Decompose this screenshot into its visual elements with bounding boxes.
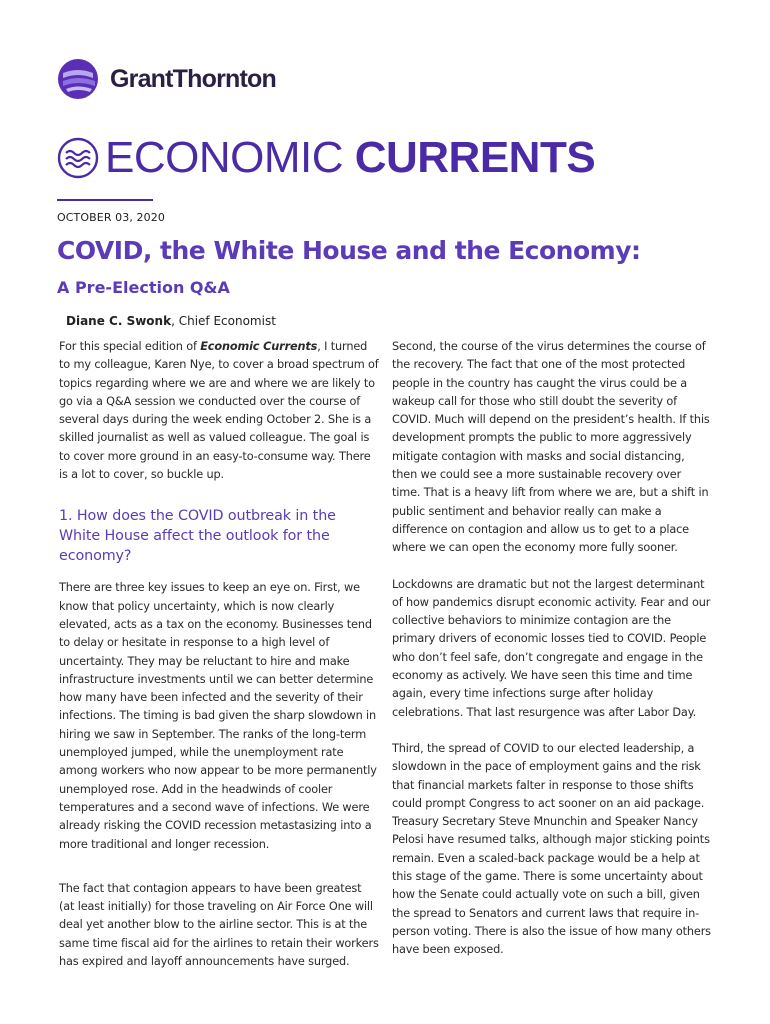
- wave-icon: [57, 137, 99, 179]
- author-role: , Chief Economist: [171, 314, 276, 328]
- left-column: [59, 338, 379, 971]
- article-title: COVID, the White House and the Economy:: [57, 236, 641, 265]
- answer-paragraph-4: Lockdowns are dramatic but not the largest determinant of how pandemics disrupt economic activity. Fear and our collective behaviors to minimize contagion are the primary drivers of economic losses tied to COVID. People who don’t feel safe, don’t congregate and engage in the economy as actively. We have seen this time and time again, every time infections surge after holiday celebrations. That last resurgence was after Labor Day.: [392, 577, 711, 719]
- author-name: Diane C. Swonk: [66, 314, 172, 328]
- masthead-divider: [57, 199, 153, 201]
- masthead-title: [105, 133, 595, 183]
- masthead: [57, 133, 595, 183]
- masthead-title-part2: CURRENTS: [354, 133, 596, 182]
- intro-text-start: For this special edition of: [59, 340, 201, 353]
- answer-paragraph-5: Third, the spread of COVID to our elected leadership, a slowdown in the pace of employment gains and the risk that financial markets falter in response to those shifts could prompt Congress to act sooner on an aid package. Treasury Secretary Steve Mnunchin and Speaker Nancy Pelosi have resumed talks, although major sticking points remain. Even a scaled-back package would be a help at this stage of the game. There is some uncertainty about how the Senate could actually vote on such a bill, given the spread to Senators and current laws that require in-person voting. There is also the issue of how many others have been exposed.: [392, 741, 711, 957]
- question-heading: 1. How does the COVID outbreak in the White House affect the outlook for the economy?: [59, 508, 336, 565]
- intro-publication-name: Economic Currents: [200, 340, 318, 353]
- brand-logo: [57, 58, 276, 100]
- article-subtitle: A Pre-Election Q&A: [57, 278, 230, 297]
- brand-name: GrantThornton: [110, 64, 276, 93]
- right-column: [392, 338, 712, 960]
- answer-paragraph-1: There are three key issues to keep an eye on. First, we know that policy uncertainty, which is now clearly elevated, acts as a tax on the economy. Businesses tend to delay or hesitate in response to a high level of uncertainty. They may be reluctant to hire and make infrastructure investments until we can better determine how many have been infected and the severity of their infections. The timing is bad given the sharp slowdown in hiring we saw in September. The ranks of the long-term unemployed jumped, while the unemployment rate among workers who now appear to be more permanently unemployed rose. Add in the headwinds of cooler temperatures and a second wave of infections. We were already risking the COVID recession metastasizing into a more traditional and longer recession.: [59, 581, 377, 851]
- answer-paragraph-2: The fact that contagion appears to have been greatest (at least initially) for those traveling on Air Force One will deal yet another blow to the airline sector. This is at the same time fiscal aid for the airlines to retain their workers has expired and layoff announcements have surged.: [59, 881, 379, 969]
- answer-paragraph-3: Second, the course of the virus determines the course of the recovery. The fact that one of the most protected people in the country has caught the virus could be a wakeup call for those who still doubt the severity of COVID. Much will depend on the president’s health. If this development prompts the public to more aggressively mitigate contagion with masks and social distancing, then we could see a more sustainable recovery over time. That is a heavy lift from where we are, but a shift in public sentiment and behavior really can make a difference on contagion and allow us to get to a place where we can open the economy more fully sooner.: [392, 340, 710, 555]
- intro-text-end: , I turned to my colleague, Karen Nye, to cover a broad spectrum of topics regarding where we are and where we are likely to go via a Q&A session we conducted over the course of several days during the week ending October 2. She is a skilled journalist as well as valued colleague. The goal is to cover more ground in an easy-to-consume way. There is a lot to cover, so buckle up.: [59, 340, 379, 482]
- masthead-title-part1: ECONOMIC: [105, 133, 355, 182]
- publication-date: OCTOBER 03, 2020: [57, 211, 165, 224]
- byline: [66, 314, 276, 328]
- intro-paragraph: [59, 338, 379, 484]
- grant-thornton-logo-icon: [57, 58, 103, 100]
